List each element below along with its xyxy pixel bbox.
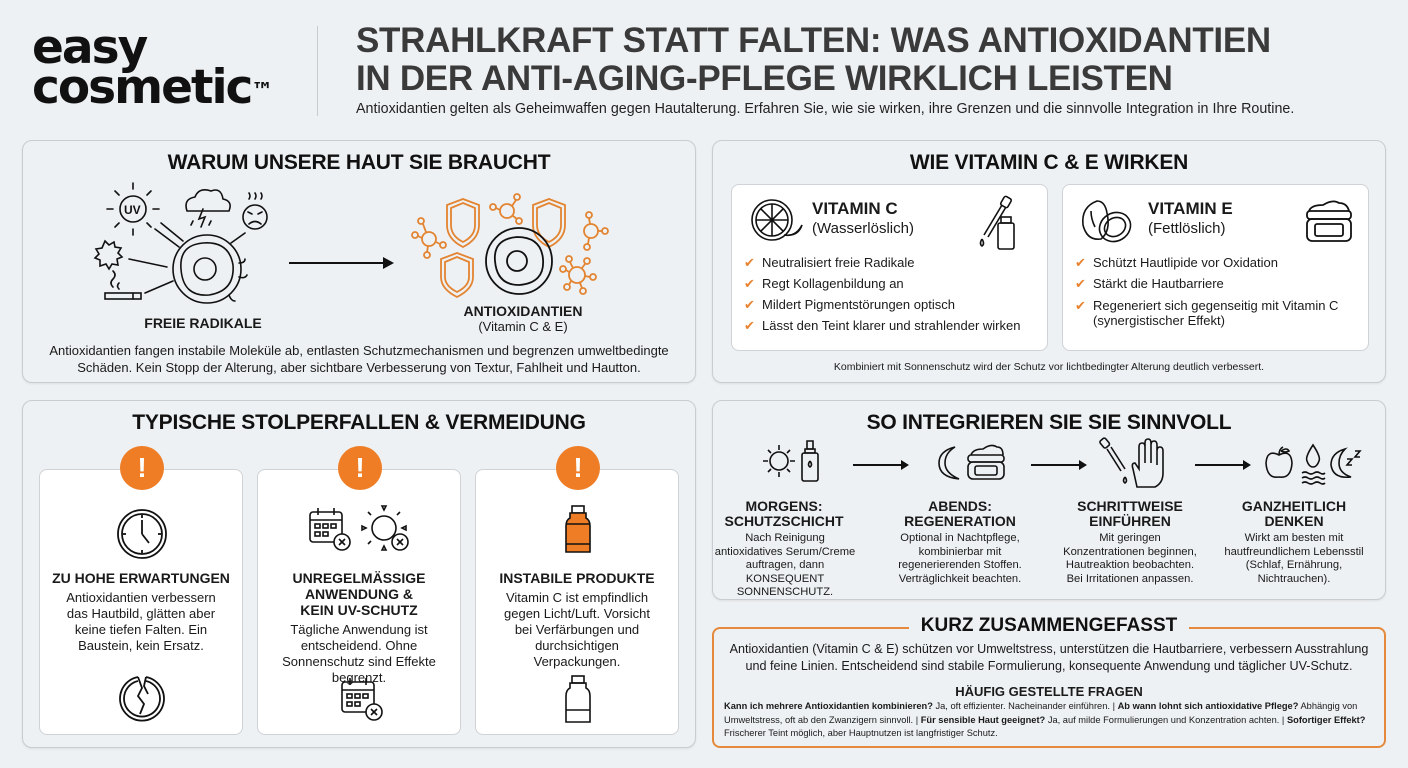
brand-line-1: easy <box>32 20 147 75</box>
pollution-icon <box>95 241 122 269</box>
arrow-icons <box>129 223 245 293</box>
summary-title-text: KURZ ZUSAMMENGEFASST <box>909 615 1190 636</box>
step-arrowhead-icon <box>1243 460 1251 470</box>
svg-text:UV: UV <box>124 203 141 217</box>
faq-question: Ab wann lohnt sich antioxidative Pflege? <box>1117 701 1299 711</box>
step-arrow-icon <box>1031 464 1081 466</box>
pitfall-card <box>475 452 679 735</box>
molecule-icon <box>584 212 608 250</box>
clear-bottle-icon <box>564 674 592 726</box>
molecule-icon <box>560 256 596 294</box>
free-radicals-illustration <box>95 181 275 311</box>
step-arrow-icon <box>853 464 903 466</box>
step-title-line: GANZHEITLICH <box>1241 498 1347 514</box>
step-title <box>885 499 1035 529</box>
pitfall-text: Tägliche Anwendung ist entscheidend. Ohne Sonnenschutz sind Effekte begrenzt. <box>282 622 436 685</box>
list-item-text: Lässt den Teint klarer und strahlender wirken <box>762 318 1021 333</box>
faq-answer: Frischerer Teint möglich, aber Hauptnutzen ist langfristiger Schutz. <box>724 728 998 738</box>
check-icon: ✔ <box>1075 276 1086 291</box>
step-title <box>1219 499 1369 529</box>
brand-line-2: cosmetic <box>32 60 252 115</box>
step-title-line: EINFÜHREN <box>1089 513 1171 529</box>
why-description-line-2: Schäden. Kein Stopp der Alterung, aber sichtbare Verbesserung von Textur, Fahlheit und Hautton. <box>77 359 641 375</box>
integrate-panel <box>712 400 1386 600</box>
check-icon: ✔ <box>744 318 755 333</box>
summary-title <box>714 615 1384 637</box>
sun-icon <box>761 443 797 479</box>
list-item <box>744 315 1020 336</box>
step-text: Wirkt am besten mit hautfreundlichem Lebensstil (Schlaf, Ernährung, Nichtrauchen). <box>1224 532 1364 585</box>
faq-separator: | <box>913 714 921 725</box>
orange-bottle-icon <box>564 504 592 556</box>
step-text: Nach Reinigung antioxidatives Serum/Creme auftragen, dann KONSEQUENT SONNENSCHUTZ. <box>714 532 856 598</box>
faq-answer: Abhängig von Umweltstress, oft ab den Zwanzigern sinnvoll. <box>724 701 1358 725</box>
vitamins-panel <box>712 140 1386 383</box>
almond-icon <box>1077 197 1135 245</box>
faq-separator: | <box>1110 701 1118 711</box>
sleep-moon-icon <box>1329 445 1365 481</box>
check-icon: ✔ <box>1075 298 1086 313</box>
uv-sun-icon <box>107 183 159 235</box>
why-description-line-1: Antioxidantien fangen instabile Moleküle ab, entlasten Schutzmechanismen und begrenzen umweltbedingte <box>49 343 669 358</box>
dropper-icon <box>1099 437 1129 487</box>
list-item <box>1075 294 1360 328</box>
orange-slice-icon <box>750 197 806 243</box>
damaged-cell-icon <box>173 235 247 303</box>
list-item <box>1075 273 1360 294</box>
list-item <box>744 294 1020 315</box>
antioxidants-label <box>423 304 623 334</box>
pitfall-text: Vitamin C ist empfindlich gegen Licht/Luft. Vorsicht bei Verfärbungen und durchsichtigen Verpackungen. <box>504 590 650 669</box>
title-line-2: IN DER ANTI-AGING-PFLEGE WIRKLICH LEISTEN <box>356 59 1173 98</box>
angry-face-icon <box>243 193 267 229</box>
shield-icon <box>533 199 565 247</box>
antioxidants-illustration <box>407 181 607 301</box>
vitamin-c-card <box>731 184 1048 351</box>
antioxidants-label-line-2: (Vitamin C & E) <box>478 319 568 334</box>
list-item-text: Regeneriert sich gegenseitig mit Vitamin C (synergistischer Effekt) <box>1093 298 1339 328</box>
pitfall-text: Antioxidantien verbessern das Hautbild, glätten aber keine tiefen Falten. Ein Baustein, kein Ersatz. <box>66 590 216 653</box>
transition-arrow-icon <box>289 262 387 264</box>
step-title <box>1055 499 1205 529</box>
why-title: WARUM UNSERE HAUT SIE BRAUCHT <box>167 151 551 174</box>
apple-icon <box>1263 445 1295 481</box>
free-radicals-label: FREIE RADIKALE <box>144 315 262 331</box>
check-icon: ✔ <box>1075 255 1086 270</box>
moon-icon <box>935 445 965 481</box>
vitamin-e-list <box>1075 252 1360 328</box>
pitfalls-title: TYPISCHE STOLPERFALLEN & VERMEIDUNG <box>132 411 586 434</box>
step-title-line: ABENDS: <box>928 498 992 514</box>
list-item-text: Regt Kollagenbildung an <box>762 276 904 291</box>
vitamin-e-name: VITAMIN E <box>1148 199 1233 218</box>
pitfall-title: INSTABILE PRODUKTE <box>499 570 655 586</box>
molecule-icon <box>490 194 522 224</box>
check-icon: ✔ <box>744 255 755 270</box>
antioxidants-label-line-1: ANTIOXIDANTIEN <box>463 303 583 319</box>
cigarette-icon <box>105 271 141 299</box>
cream-jar-icon <box>1303 197 1355 245</box>
pitfall-card <box>257 452 461 735</box>
pitfall-title: UNREGELMÄSSIGE ANWENDUNG & KEIN UV-SCHUTZ <box>292 570 426 618</box>
step-title-line: SCHUTZSCHICHT <box>724 513 844 529</box>
why-panel <box>22 140 696 383</box>
vitamin-c-solubility: (Wasserlöslich) <box>812 220 914 237</box>
title-line-1: STRAHLKRAFT STATT FALTEN: WAS ANTIOXIDANTIEN <box>356 21 1271 60</box>
faq-list <box>724 700 1374 741</box>
list-item <box>744 273 1020 294</box>
pitfalls-panel <box>22 400 696 748</box>
step-arrow-icon <box>1195 464 1245 466</box>
step-text: Mit geringen Konzentrationen beginnen, Hautreaktion beobachten. Bei Irritationen anpassen. <box>1063 532 1197 585</box>
list-item <box>1075 252 1360 273</box>
why-description <box>33 343 685 376</box>
warning-badge-icon: ! <box>120 446 164 490</box>
faq-title: HÄUFIG GESTELLTE FRAGEN <box>955 684 1143 699</box>
faq-separator: | <box>1279 714 1287 725</box>
step-title-line: REGENERATION <box>904 513 1016 529</box>
molecule-icon <box>412 218 446 258</box>
page-title <box>356 22 1271 98</box>
vitamin-c-list <box>744 252 1020 336</box>
vitamin-e-solubility: (Fettlöslich) <box>1148 220 1226 237</box>
faq-question: Für sensible Haut geeignet? <box>920 714 1046 725</box>
cream-jar-icon <box>965 443 1007 481</box>
sun-missed-icon <box>362 504 412 554</box>
list-item-text: Neutralisiert freie Radikale <box>762 255 915 270</box>
calendar-missed-icon <box>308 506 354 552</box>
step-title-line: SCHRITTWEISE <box>1077 498 1183 514</box>
broken-clock-icon <box>118 674 166 722</box>
transition-arrowhead-icon <box>383 257 394 269</box>
list-item-text: Stärkt die Hautbarriere <box>1093 276 1224 291</box>
faq-answer: Ja, auf milde Formulierungen und Konzentration achten. <box>1047 714 1280 725</box>
page-subtitle: Antioxidantien gelten als Geheimwaffen gegen Hautalterung. Erfahren Sie, wie sie wirken, ihre Grenzen und die sinnvolle Integration in Ihre Routine. <box>356 101 1295 117</box>
faq-answer: Ja, oft effizienter. Nacheinander einführen. <box>935 701 1110 711</box>
step-arrowhead-icon <box>901 460 909 470</box>
step-title-line: MORGENS: <box>745 498 823 514</box>
shield-icon <box>441 253 473 297</box>
vitamins-title: WIE VITAMIN C & E WIRKEN <box>909 151 1189 174</box>
brand-logo <box>32 20 274 115</box>
vitamin-e-card <box>1062 184 1369 351</box>
check-icon: ✔ <box>744 276 755 291</box>
shield-icon <box>447 199 479 247</box>
faq-question: Sofortiger Effekt? <box>1286 714 1366 725</box>
protected-cell-icon <box>486 228 552 294</box>
list-item-text: Schützt Hautlipide vor Oxidation <box>1093 255 1278 270</box>
storm-cloud-icon <box>186 190 230 227</box>
vitamin-c-name: VITAMIN C <box>812 199 898 218</box>
step-arrowhead-icon <box>1079 460 1087 470</box>
step-title <box>709 499 859 529</box>
summary-box <box>712 615 1386 748</box>
trademark: ™ <box>251 79 274 104</box>
faq-question: Kann ich mehrere Antioxidantien kombinieren? <box>724 701 933 711</box>
list-item-text: Mildert Pigmentstörungen optisch <box>762 297 955 312</box>
clock-icon <box>116 508 168 560</box>
hand-icon <box>1127 439 1167 489</box>
step-text: Optional in Nachtpflege, kombinierbar mit regenerierenden Stoffen. Verträglichkeit beachten. <box>898 532 1022 585</box>
pitfall-title: ZU HOHE ERWARTUNGEN <box>52 570 230 586</box>
water-icon <box>1299 443 1327 485</box>
list-item <box>744 252 1020 273</box>
dropper-bottle-icon <box>976 195 1020 251</box>
summary-text: Antioxidantien (Vitamin C & E) schützen vor Umweltstress, unterstützen die Hautbarriere, verbessern Ausstrahlung und feine Linien. Entscheidend sind stabile Formulierung, konsequente Anwendung und täglicher UV-Schutz. <box>729 642 1369 673</box>
warning-badge-icon: ! <box>556 446 600 490</box>
warning-badge-icon: ! <box>338 446 382 490</box>
vitamins-footer: Kombiniert mit Sonnenschutz wird der Schutz vor lichtbedingter Alterung deutlich verbessert. <box>833 361 1265 373</box>
calendar-missed-icon <box>340 676 386 722</box>
header-divider <box>317 26 318 116</box>
pitfall-card <box>39 452 243 735</box>
serum-bottle-icon <box>799 439 821 483</box>
step-title-line: DENKEN <box>1264 513 1324 529</box>
integrate-title: SO INTEGRIEREN SIE SIE SINNVOLL <box>866 411 1232 434</box>
check-icon: ✔ <box>744 297 755 312</box>
